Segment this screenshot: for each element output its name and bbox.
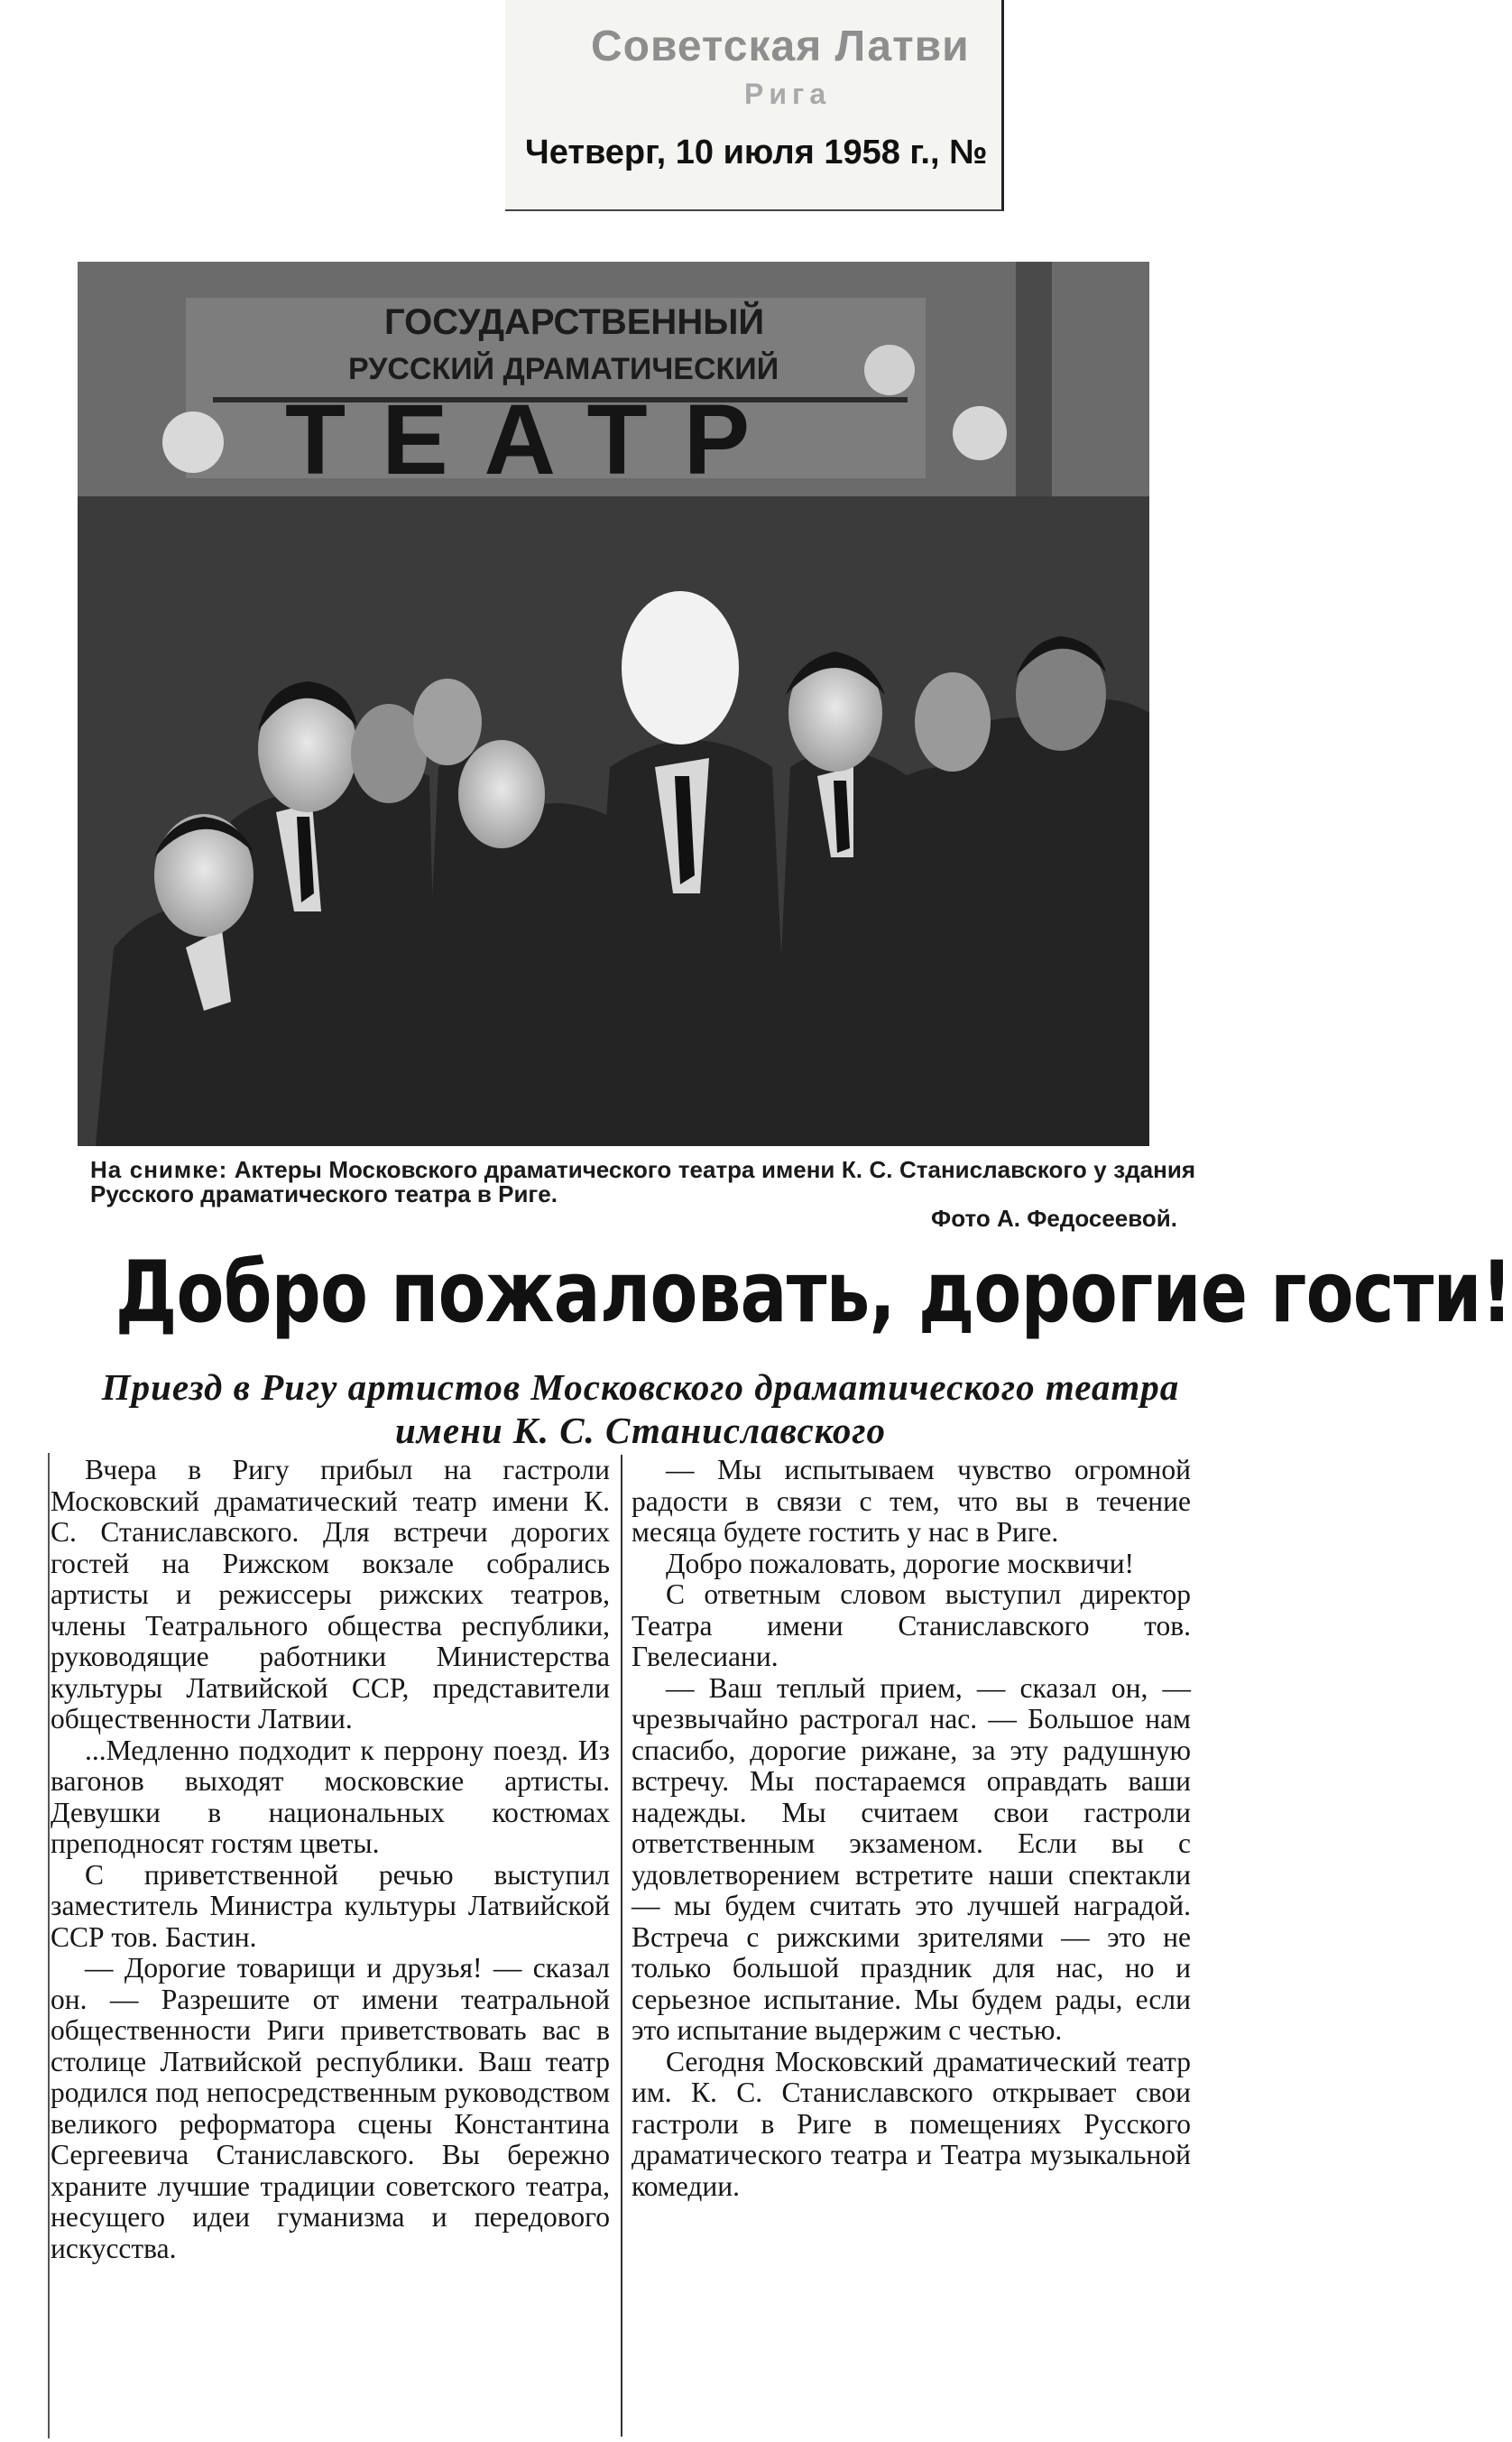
photo-caption: [90, 1158, 1195, 1231]
article-column-left: [51, 1455, 610, 2264]
sign-line-1: ГОСУДАРСТВЕННЫЙ: [384, 302, 765, 342]
paragraph: С ответным словом выступил директор Театра имени Станиславского тов. Гвелесиани.: [632, 1578, 1191, 1672]
sign-line-2: РУССКИЙ ДРАМАТИЧЕСКИЙ: [348, 352, 779, 386]
paragraph: — Ваш теплый прием, — сказал он, — чрезвычайно растрогал нас. — Большое нам спасибо, дорогие рижане, за эту радушную встречу. Мы постараемся оправдать ваши надежды. Мы считаем свои гастроли ответственным экзаменом. Если вы с удовлетворением встретите наши спектакли — мы будем считать это лучшей наградой. Встреча с рижскими зрителями — это не только большой праздник для нас, но и серьезное испытание. Мы будем рады, если это испытание выдержим с честью.: [632, 1671, 1191, 2046]
group-photo: [78, 262, 1149, 1146]
column-divider: [621, 1455, 622, 2437]
group-photo-image: [78, 262, 1149, 1146]
article-subheadline: Приезд в Ригу артистов Московского драматического театра имени К. С. Станиславского: [101, 1366, 1180, 1451]
article-headline: Добро пожаловать, дорогие гости!: [115, 1244, 1512, 1342]
paragraph: Сегодня Московский драматический театр им. К. С. Станиславского открывает свои гастроли в Риге в помещениях Русского драматического театра и Театра музыкальной комедии.: [632, 2045, 1191, 2202]
newspaper-masthead: [505, 0, 1004, 211]
paragraph: — Мы испытываем чувство огромной радости в связи с тем, что вы в течение месяца будете гостить у нас в Риге.: [632, 1454, 1191, 1548]
caption-text: Актеры Московского драматического театра имени К. С. Станиславского у здания Русского драматического театра в Риге.: [90, 1156, 1195, 1207]
paragraph: — Дорогие товарищи и друзья! — сказал он. — Разрешите от имени театральной общественности Риги приветствовать вас в столице Латвийской республики. Ваш театр родился под непосредственным руководством великого реформатора сцены Константина Сергеевича Станиславского. Вы бережно храните лучшие традиции советского театра, несущего идеи гуманизма и передового искусства.: [51, 1952, 610, 2264]
article-column-right: [632, 1455, 1191, 2202]
sign-line-3: ТЕАТР: [285, 384, 787, 495]
paragraph: Вчера в Ригу прибыл на гастроли Московский драматический театр имени К. С. Станиславского. Для встречи дорогих гостей на Рижском вокзале собрались артисты и режиссеры рижских театров, члены Театрального общества республики, руководящие работники Министерства культуры Латвийской ССР, представители общественности Латвии.: [51, 1454, 610, 1734]
newspaper-title: Советская Латви: [591, 23, 970, 70]
paragraph: Добро пожаловать, дорогие москвичи!: [666, 1547, 1135, 1579]
left-column-rule: [48, 1453, 50, 2438]
photo-credit: Фото А. Федосеевой.: [931, 1205, 1177, 1232]
paragraph: С приветственной речью выступил заместитель Министра культуры Латвийской ССР тов. Бастин.: [51, 1858, 610, 1953]
caption-label: На снимке:: [90, 1156, 228, 1183]
paragraph: ...Медленно подходит к перрону поезд. Из вагонов выходят московские артисты. Девушки в национальных костюмах преподносят гостям цветы.: [51, 1734, 610, 1859]
newspaper-city: Рига: [744, 78, 832, 110]
newspaper-date: Четверг, 10 июля 1958 г., №: [525, 134, 988, 171]
